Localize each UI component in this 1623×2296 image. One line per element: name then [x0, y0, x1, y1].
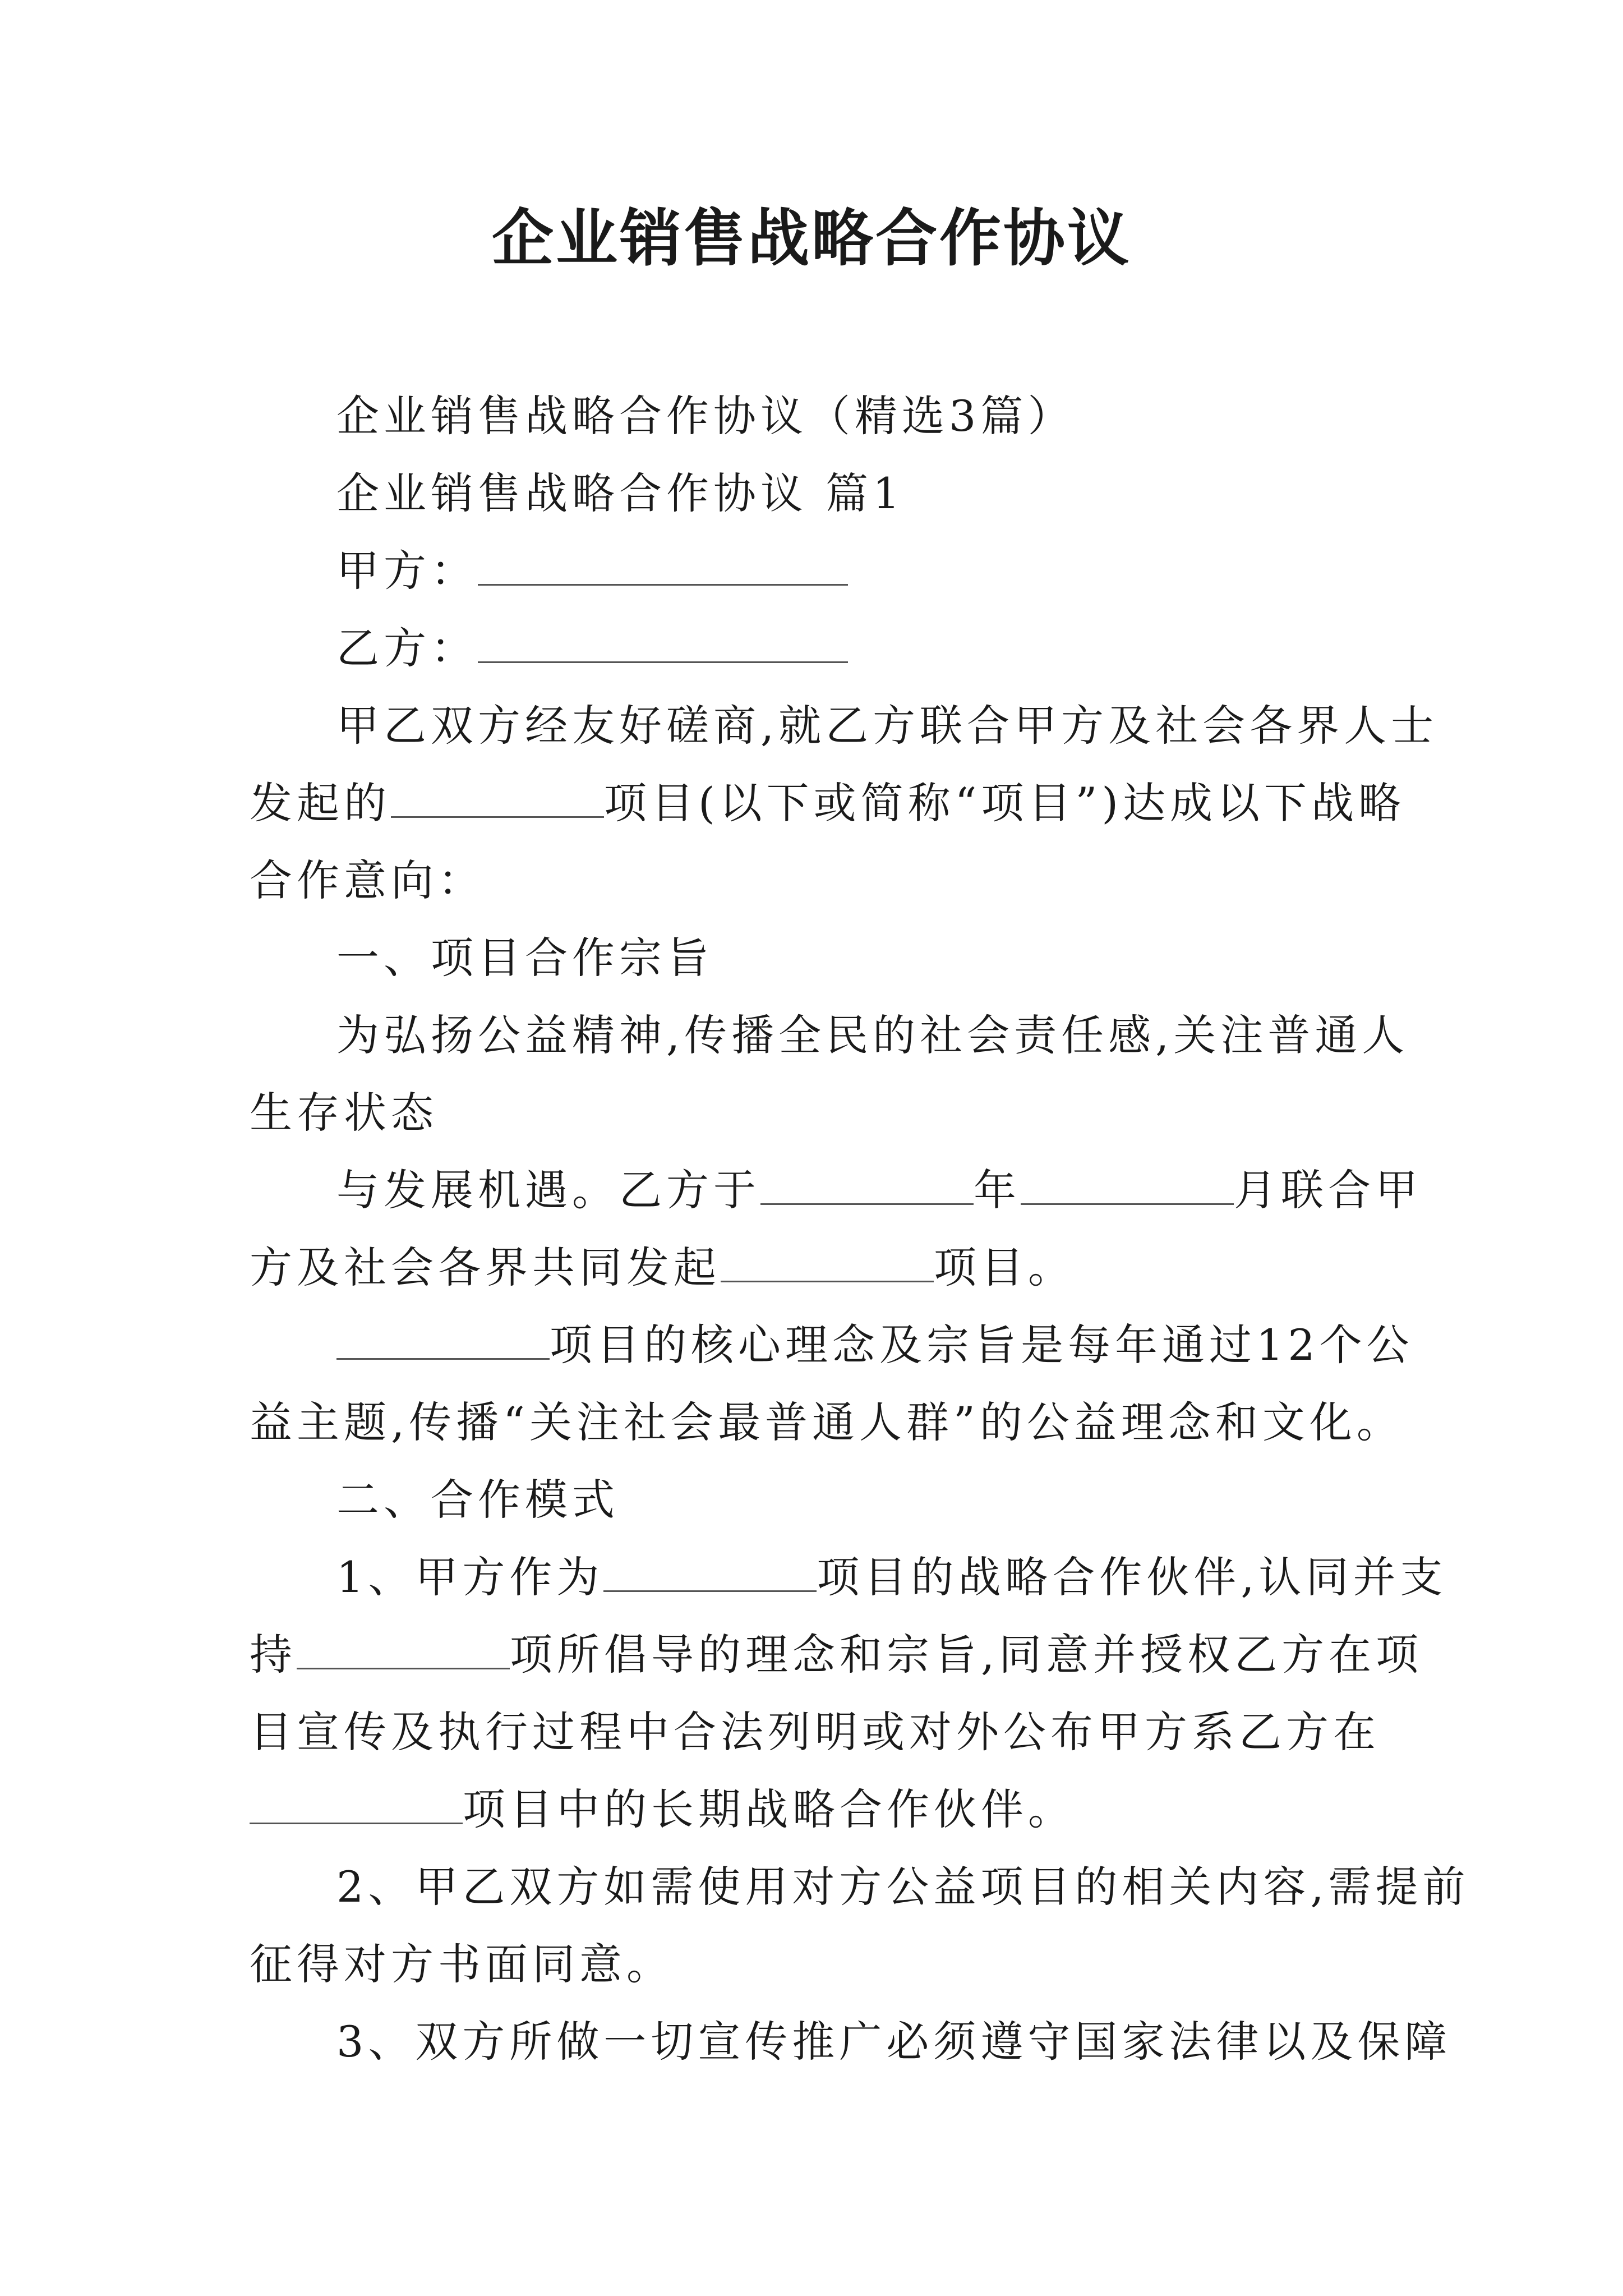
paragraph-line: 征得对方书面同意。	[250, 1939, 674, 1989]
paragraph-line: 2、甲乙双方如需使用对方公益项目的相关内容,需提前	[336, 1862, 1470, 1912]
text-fragment: 月联合甲	[1234, 1165, 1422, 1215]
party-a-line	[336, 543, 848, 599]
text-fragment: 方及社会各界共同发起	[250, 1243, 721, 1292]
text-fragment: 项目的核心理念及宗旨是每年通过12个公	[550, 1320, 1414, 1370]
party-a-label: 甲方：	[336, 546, 478, 596]
paragraph-line: 甲乙双方经友好磋商,就乙方联合甲方及社会各界人士	[336, 701, 1438, 751]
paragraph-line: 益主题,传播“关注社会最普通人群”的公益理念和文化。	[250, 1397, 1404, 1447]
fill-blank	[250, 1786, 463, 1824]
text-fragment: 项目。	[934, 1243, 1075, 1292]
party-b-blank	[478, 624, 848, 663]
document-title: 企业销售战略合作协议	[492, 202, 1131, 274]
text-fragment: 1、甲方作为	[336, 1552, 604, 1602]
section-heading-line: 企业销售战略合作协议 篇1	[336, 468, 905, 518]
text-fragment: 与发展机遇。乙方于	[336, 1165, 760, 1215]
text-fragment: 项目(以下或简称“项目”)达成以下战略	[604, 778, 1406, 828]
paragraph-line	[336, 1549, 1447, 1605]
text-fragment: 发起的	[250, 778, 391, 828]
party-a-blank	[478, 547, 848, 586]
paragraph-line: 目宣传及执行过程中合法列明或对外公布甲方系乙方在	[250, 1707, 1380, 1757]
paragraph-line	[250, 1240, 1075, 1296]
section-heading: 一、项目合作宗旨	[336, 933, 713, 983]
paragraph-line	[336, 1317, 1414, 1373]
fill-blank	[721, 1244, 934, 1282]
party-b-line	[336, 620, 848, 677]
paragraph-line: 3、双方所做一切宣传推广必须遵守国家法律以及保障	[336, 2017, 1452, 2067]
paragraph-line	[250, 1782, 1075, 1838]
text-fragment: 年	[974, 1165, 1021, 1215]
fill-blank	[336, 1321, 550, 1360]
fill-blank	[391, 779, 604, 818]
paragraph-line: 生存状态	[250, 1088, 438, 1138]
text-fragment: 项所倡导的理念和宗旨,同意并授权乙方在项	[510, 1630, 1423, 1680]
paragraph-line	[250, 775, 1405, 831]
year-blank	[760, 1166, 974, 1205]
paragraph-line: 为弘扬公益精神,传播全民的社会责任感,关注普通人	[336, 1010, 1409, 1060]
party-b-label: 乙方：	[336, 623, 478, 673]
text-fragment: 持	[250, 1630, 297, 1680]
month-blank	[1021, 1166, 1234, 1205]
paragraph-line: 合作意向：	[250, 855, 485, 905]
subtitle-line: 企业销售战略合作协议（精选3篇）	[336, 391, 1075, 441]
fill-blank	[603, 1553, 817, 1592]
text-fragment: 项目中的长期战略合作伙伴。	[463, 1784, 1075, 1834]
section-heading: 二、合作模式	[336, 1475, 619, 1525]
text-fragment: 项目的战略合作伙伴,认同并支	[817, 1552, 1447, 1602]
fill-blank	[297, 1631, 510, 1669]
paragraph-line	[250, 1627, 1423, 1683]
paragraph-line	[336, 1162, 1422, 1218]
